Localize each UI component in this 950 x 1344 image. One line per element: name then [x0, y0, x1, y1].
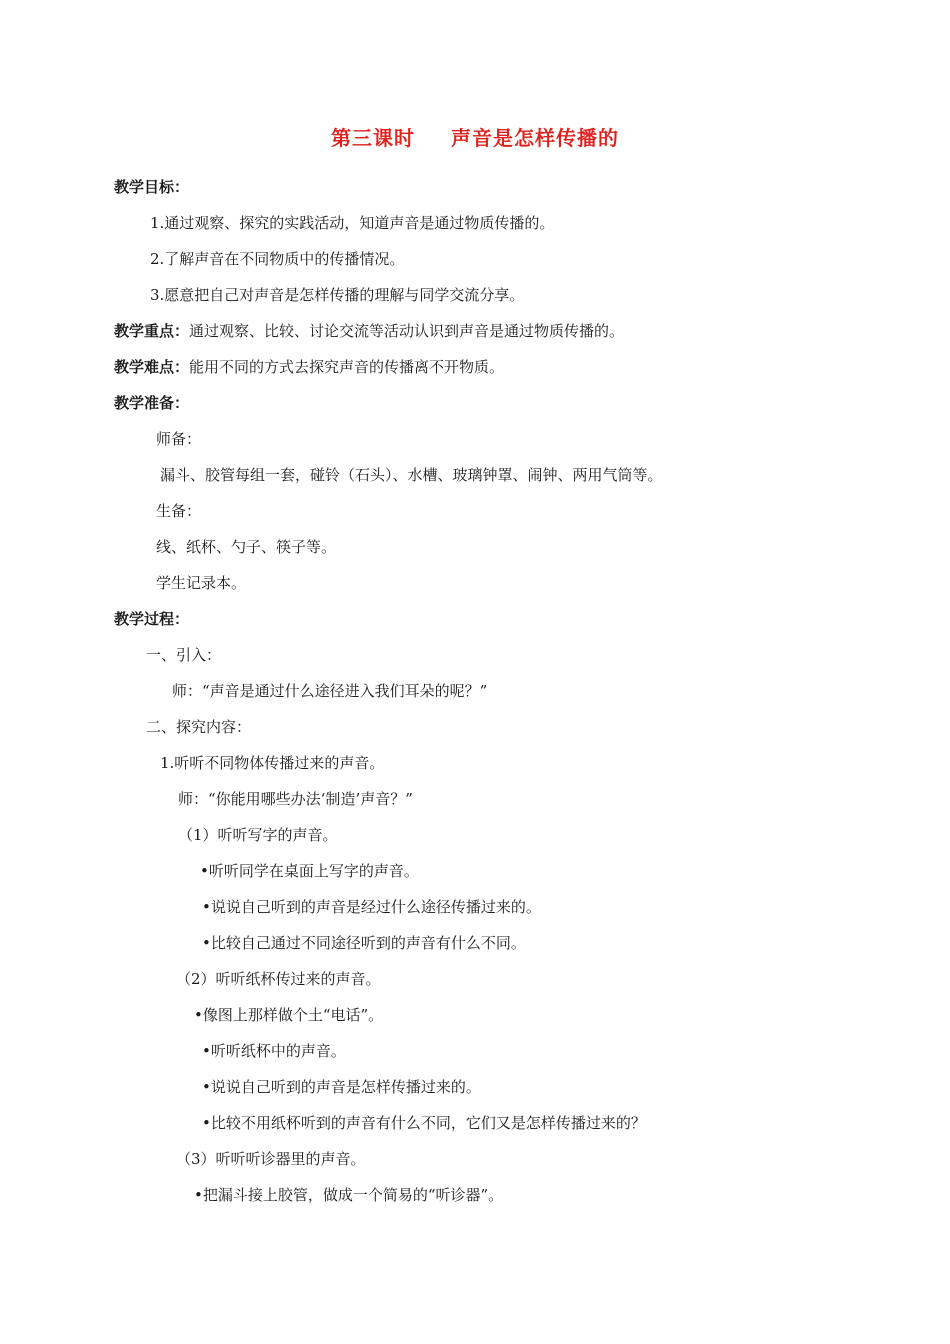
difficulty [114, 357, 504, 377]
sub-activity-label: （2）听听纸杯传过来的声音。 [176, 970, 381, 988]
preparation-heading: 教学准备： [114, 394, 190, 412]
bullet-item: •像图上那样做个土“电话”。 [194, 1006, 384, 1024]
objective-item: 3.愿意把自己对声音是怎样传播的理解与同学交流分享。 [150, 286, 525, 304]
student-prep-items: 线、纸杯、勺子、筷子等。 [156, 538, 337, 556]
sub-activity-label: （3）听听听诊器里的声音。 [176, 1150, 366, 1168]
bullet-item: •说说自己听到的声音是经过什么途径传播过来的。 [202, 898, 541, 916]
key-point-text: 通过观察、比较、讨论交流等活动认识到声音是通过物质传播的。 [189, 322, 625, 340]
bullet-item: •听听同学在桌面上写字的声音。 [200, 862, 419, 880]
bullet-item: •说说自己听到的声音是怎样传播过来的。 [202, 1078, 481, 1096]
explore-question: 师：“你能用哪些办法‘制造’声音？” [178, 790, 413, 808]
objective-item: 1.通过观察、探究的实践活动，知道声音是通过物质传播的。 [150, 214, 555, 232]
teacher-prep-label: 师备： [156, 430, 202, 448]
student-record: 学生记录本。 [156, 574, 247, 592]
key-point-label: 教学重点： [114, 322, 190, 340]
lesson-number: 第三课时 [331, 126, 415, 150]
intro-question: 师：“声音是通过什么途径进入我们耳朵的呢？” [172, 682, 488, 700]
bullet-item: •听听纸杯中的声音。 [202, 1042, 346, 1060]
objectives-heading: 教学目标： [114, 178, 190, 196]
process-heading: 教学过程： [114, 610, 190, 628]
page-title [0, 122, 950, 151]
bullet-item: •比较不用纸杯听到的声音有什么不同，它们又是怎样传播过来的？ [202, 1114, 646, 1132]
explore-label: 二、探究内容： [146, 718, 252, 736]
objective-item: 2.了解声音在不同物质中的传播情况。 [150, 250, 405, 268]
teacher-prep-items: 漏斗、胶管每组一套，碰铃（石头）、水槽、玻璃钟罩、闹钟、两用气筒等。 [160, 466, 663, 484]
bullet-item: •把漏斗接上胶管，做成一个简易的“听诊器”。 [194, 1186, 504, 1204]
key-point [114, 321, 624, 341]
bullet-item: •比较自己通过不同途径听到的声音有什么不同。 [202, 934, 526, 952]
lesson-title: 声音是怎样传播的 [451, 126, 619, 150]
explore-item: 1.听听不同物体传播过来的声音。 [160, 754, 385, 772]
student-prep-label: 生备： [156, 502, 202, 520]
difficulty-label: 教学难点： [114, 358, 190, 376]
intro-label: 一、引入： [146, 646, 222, 664]
sub-activity-label: （1）听听写字的声音。 [178, 826, 338, 844]
difficulty-text: 能用不同的方式去探究声音的传播离不开物质。 [189, 358, 505, 376]
